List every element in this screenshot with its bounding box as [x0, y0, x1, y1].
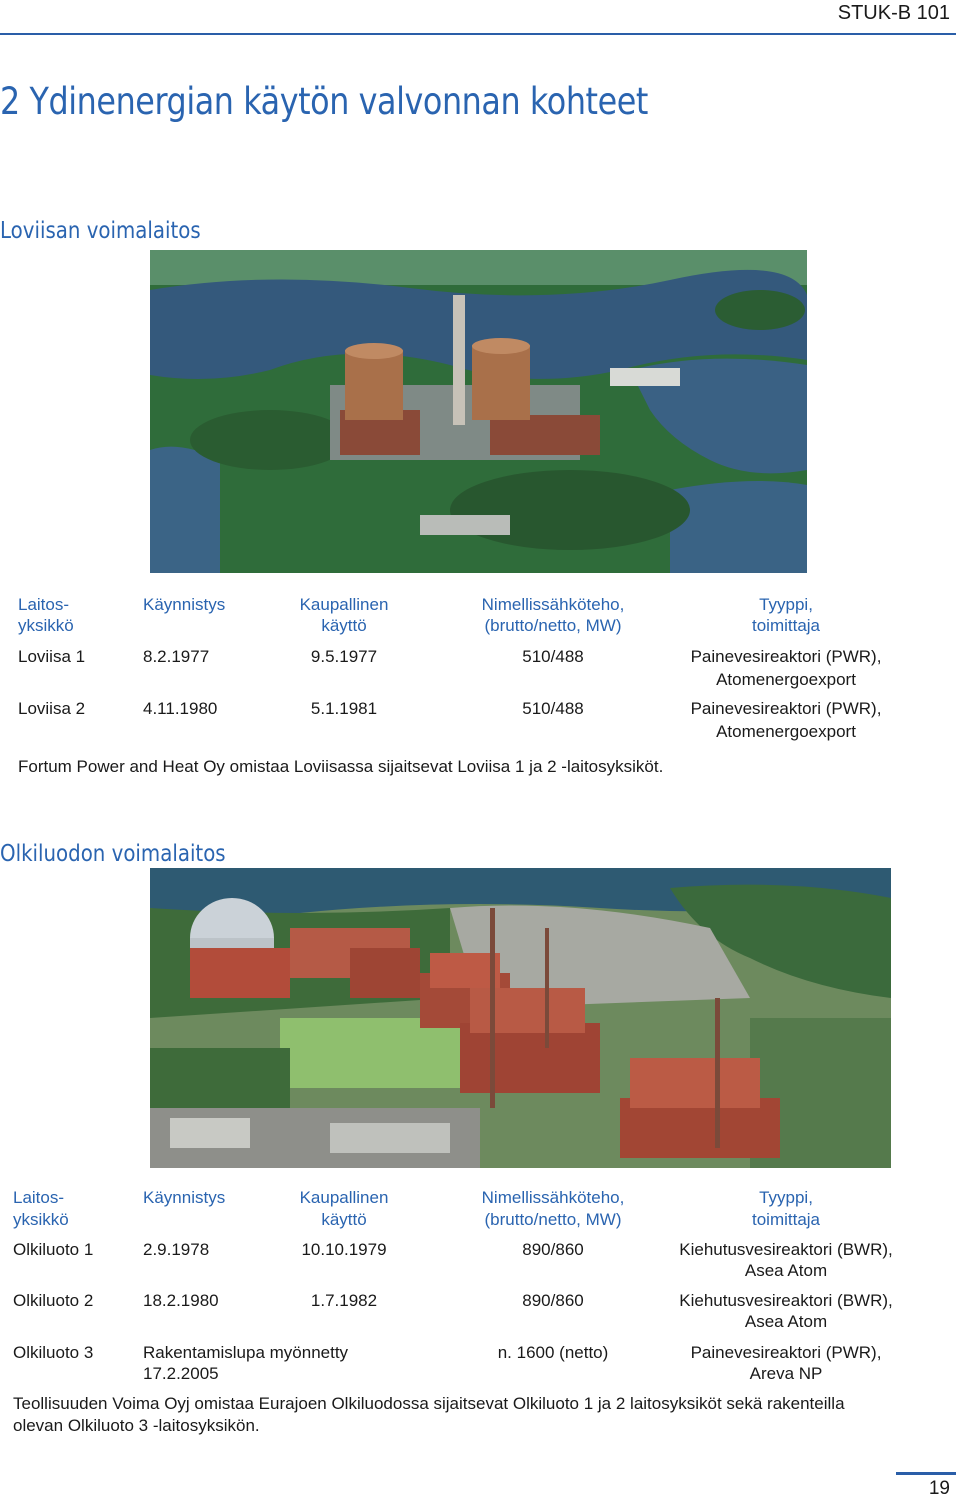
- col-header-power-2: (brutto/netto, MW): [484, 616, 622, 635]
- col-header-power-2: (brutto/netto, MW): [484, 1210, 622, 1229]
- section-title-olkiluoto: Olkiluodon voimalaitos: [0, 841, 226, 867]
- table-row-unit: Loviisa 1: [18, 647, 86, 666]
- table-row-unit: Olkiluoto 3: [13, 1343, 94, 1362]
- table-row-commercial: 5.1.1981: [310, 699, 378, 718]
- col-header-power-1: Nimellissähköteho,: [481, 1188, 625, 1207]
- col-header-unit-1: Laitos-: [13, 1188, 65, 1207]
- col-header-type-2: toimittaja: [751, 616, 821, 635]
- header-rule: [0, 33, 956, 35]
- col-header-type-1: Tyyppi,: [759, 595, 813, 614]
- table-row-supplier: Asea Atom: [744, 1312, 828, 1331]
- table-row-unit: Olkiluoto 2: [13, 1291, 94, 1310]
- col-header-commercial-1: Kaupallinen: [299, 595, 389, 614]
- section-title-loviisa: Loviisan voimalaitos: [0, 218, 201, 244]
- table-row-power: 510/488: [522, 699, 584, 718]
- loviisa-plant-photo: [150, 250, 807, 573]
- table-row-power: 890/860: [522, 1240, 584, 1259]
- col-header-power-1: Nimellissähköteho,: [481, 595, 625, 614]
- table-row-start: 2.9.1978: [143, 1240, 210, 1259]
- col-header-commercial-2: käyttö: [321, 1210, 367, 1229]
- col-header-start: Käynnistys: [143, 595, 226, 614]
- col-header-unit-2: yksikkö: [18, 616, 74, 635]
- table-row-start: 8.2.1977: [143, 647, 210, 666]
- table-row-unit: Loviisa 2: [18, 699, 86, 718]
- table-row-commercial: 1.7.1982: [310, 1291, 378, 1310]
- loviisa-owner-note: Fortum Power and Heat Oy omistaa Loviisassa sijaitsevat Loviisa 1 ja 2 -laitosyksiköt.: [18, 757, 664, 776]
- olkiluoto-plant-photo: [150, 868, 891, 1168]
- col-header-start: Käynnistys: [143, 1188, 226, 1207]
- table-row-type: Kiehutusvesireaktori (BWR),: [679, 1240, 893, 1259]
- table-row-start-date: 17.2.2005: [143, 1364, 219, 1383]
- col-header-commercial-2: käyttö: [321, 616, 367, 635]
- table-row-unit: Olkiluoto 1: [13, 1240, 94, 1259]
- col-header-unit-2: yksikkö: [13, 1210, 69, 1229]
- page-number: 19: [928, 1478, 950, 1499]
- table-row-commercial: 10.10.1979: [301, 1240, 387, 1259]
- table-row-power: 890/860: [522, 1291, 584, 1310]
- col-header-commercial-1: Kaupallinen: [299, 1188, 389, 1207]
- table-row-supplier: Asea Atom: [744, 1261, 828, 1280]
- table-row-start: 4.11.1980: [143, 699, 218, 718]
- olkiluoto-owner-note-line1: Teollisuuden Voima Oyj omistaa Eurajoen Olkiluodossa sijaitsevat Olkiluoto 1 ja 2 laitosyksiköt sekä rakenteilla: [13, 1394, 845, 1413]
- table-row-supplier: Atomenergoexport: [716, 670, 856, 689]
- table-row-power: n. 1600 (netto): [497, 1343, 609, 1362]
- table-row-type: Painevesireaktori (PWR),: [690, 647, 882, 666]
- chapter-title: 2 Ydinenergian käytön valvonnan kohteet: [0, 80, 648, 123]
- col-header-type-2: toimittaja: [751, 1210, 821, 1229]
- table-row-type: Kiehutusvesireaktori (BWR),: [679, 1291, 893, 1310]
- col-header-type-1: Tyyppi,: [759, 1188, 813, 1207]
- table-row-power: 510/488: [522, 647, 584, 666]
- table-row-type: Painevesireaktori (PWR),: [690, 699, 882, 718]
- olkiluoto-owner-note-line2: olevan Olkiluoto 3 -laitosyksikön.: [13, 1416, 260, 1435]
- table-row-supplier: Areva NP: [749, 1364, 823, 1383]
- table-row-commercial: 9.5.1977: [310, 647, 378, 666]
- table-row-type: Painevesireaktori (PWR),: [690, 1343, 882, 1362]
- table-row-start: 18.2.1980: [143, 1291, 219, 1310]
- col-header-unit-1: Laitos-: [18, 595, 70, 614]
- table-row-start: Rakentamislupa myönnetty: [143, 1343, 349, 1362]
- footer-rule: [896, 1472, 956, 1475]
- table-row-supplier: Atomenergoexport: [716, 722, 856, 741]
- report-id: STUK-B 101: [837, 2, 950, 24]
